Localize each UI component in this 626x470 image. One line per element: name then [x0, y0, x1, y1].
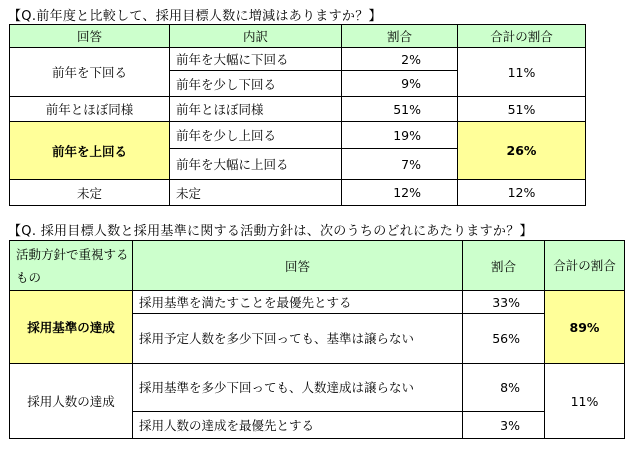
table-row: [10, 97, 586, 122]
total-ratio-cell: 11%: [545, 364, 625, 439]
breakdown-cell: 前年を大幅に上回る: [170, 149, 342, 180]
total-ratio-cell: 12%: [458, 180, 586, 206]
answer-cell: 採用基準を満たすことを最優先とする: [133, 291, 463, 314]
answer-cell: 前年を下回る: [10, 48, 170, 97]
answer-cell: 未定: [10, 180, 170, 206]
table-row: [10, 48, 586, 71]
answer-cell: 採用人数の達成を最優先とする: [133, 412, 463, 439]
question-2: 【Q. 採用目標人数と採用基準に関する活動方針は、次のうちのどれにあたりますか？】: [8, 224, 533, 239]
table-header-row: [10, 241, 625, 291]
total-ratio-cell-highlight: 89%: [545, 291, 625, 364]
header-breakdown: 内訳: [170, 25, 342, 48]
table-row: [10, 364, 625, 412]
header-total-ratio: 合計の割合: [545, 241, 625, 291]
answer-cell: 採用予定人数を多少下回っても、基準は譲らない: [133, 314, 463, 364]
answer-cell-highlight: 前年を上回る: [10, 122, 170, 180]
ratio-cell: 56%: [463, 314, 545, 364]
total-ratio-cell: 51%: [458, 97, 586, 122]
ratio-cell: 3%: [463, 412, 545, 439]
header-total-ratio: 合計の割合: [458, 25, 586, 48]
breakdown-cell: 未定: [170, 180, 342, 206]
header-answer: 回答: [133, 241, 463, 291]
ratio-cell: 8%: [463, 364, 545, 412]
ratio-cell: 12%: [342, 180, 458, 206]
ratio-cell: 19%: [342, 122, 458, 149]
header-answer: 回答: [10, 25, 170, 48]
total-ratio-cell-highlight: 26%: [458, 122, 586, 180]
table-row: [10, 180, 586, 206]
header-policy: 活動方針で重視するもの: [10, 241, 133, 291]
breakdown-cell: 前年を大幅に下回る: [170, 48, 342, 71]
answer-cell: 前年とほぼ同様: [10, 97, 170, 122]
table-row: [10, 291, 625, 314]
table-q2: [9, 240, 625, 439]
policy-cell-highlight: 採用基準の達成: [10, 291, 133, 364]
breakdown-cell: 前年とほぼ同様: [170, 97, 342, 122]
question-1: 【Q.前年度と比較して、採用目標人数に増減はありますか？】: [8, 9, 382, 24]
ratio-cell: 2%: [342, 48, 458, 71]
header-ratio: 割合: [342, 25, 458, 48]
table-header-row: [10, 25, 586, 48]
breakdown-cell: 前年を少し下回る: [170, 71, 342, 97]
header-ratio: 割合: [463, 241, 545, 291]
answer-cell: 採用基準を多少下回っても、人数達成は譲らない: [133, 364, 463, 412]
table-q1: [9, 24, 586, 206]
ratio-cell: 9%: [342, 71, 458, 97]
ratio-cell: 33%: [463, 291, 545, 314]
ratio-cell: 7%: [342, 149, 458, 180]
ratio-cell: 51%: [342, 97, 458, 122]
total-ratio-cell: 11%: [458, 48, 586, 97]
policy-cell: 採用人数の達成: [10, 364, 133, 439]
breakdown-cell: 前年を少し上回る: [170, 122, 342, 149]
table-row: [10, 122, 586, 149]
